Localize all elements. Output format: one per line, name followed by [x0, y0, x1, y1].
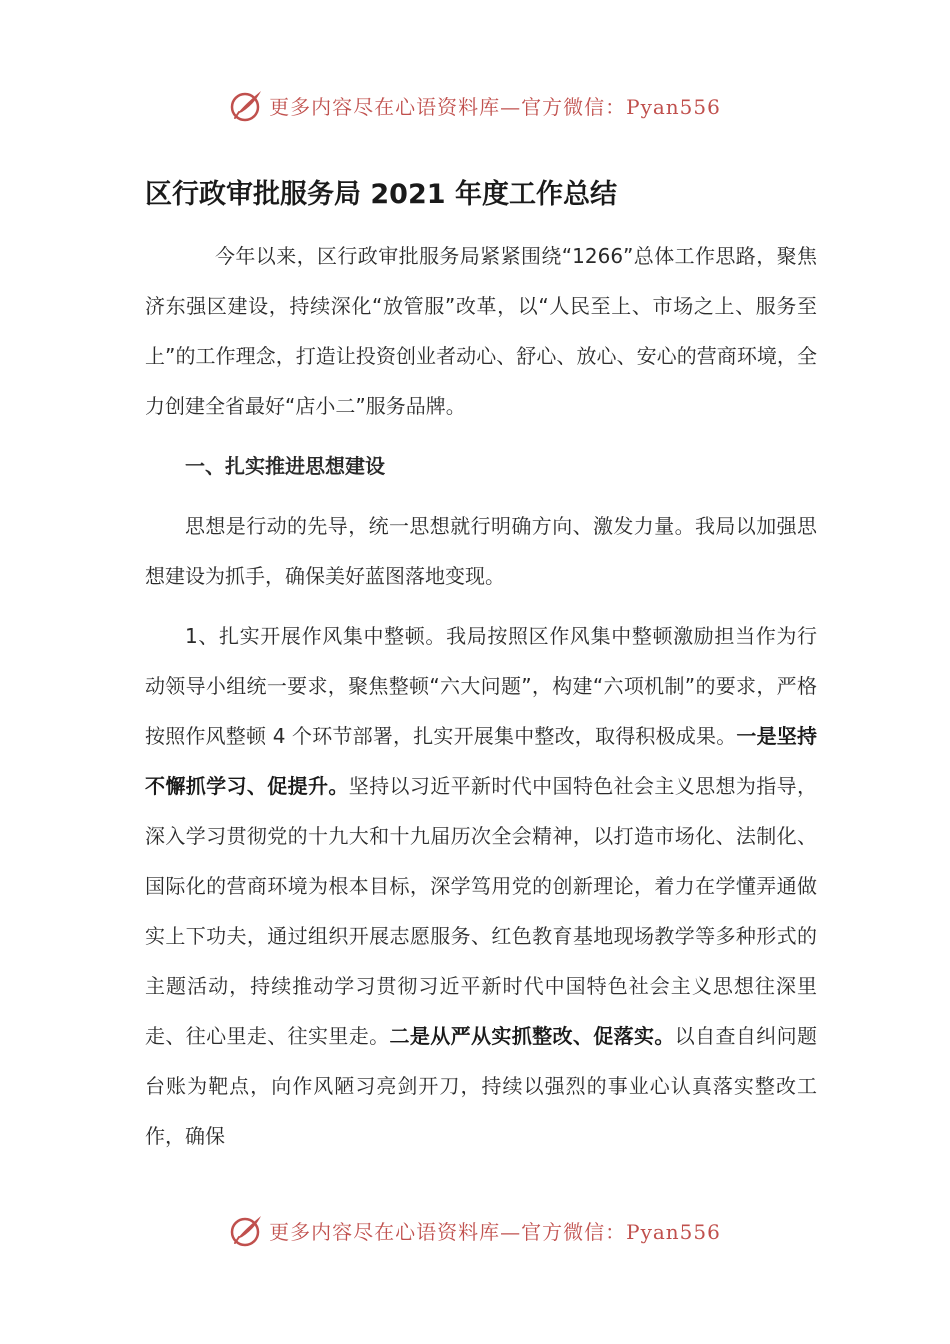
- document-title: 区行政审批服务局 2021 年度工作总结: [145, 179, 617, 210]
- item-paragraph: [145, 611, 817, 1161]
- section-intro-paragraph: 思想是行动的先导，统一思想就行明确方向、激发力量。我局以加强思想建设为抓手，确保美好蓝图落地变现。: [145, 514, 817, 588]
- quill-logo-icon: [229, 87, 265, 123]
- document-body: [145, 231, 817, 1161]
- footer-banner: [0, 1210, 950, 1250]
- point-1-heading: 一是坚持不懈抓学习、促提升。: [145, 724, 817, 798]
- point-2-heading: 二是从严从实抓整改、促落实。: [389, 1024, 675, 1048]
- header-banner: [0, 85, 950, 125]
- quill-logo-icon: [229, 1212, 265, 1248]
- banner-text: 更多内容尽在心语资料库—官方微信：Pyan556: [269, 1219, 721, 1244]
- intro-paragraph: 今年以来，区行政审批服务局紧紧围绕“1266”总体工作思路，聚焦济东强区建设，持续深化“放管服”改革，以“人民至上、市场之上、服务至上”的工作理念，打造让投资创业者动心、舒心、放心、安心的营商环境，全力创建全省最好“店小二”服务品牌。: [145, 244, 817, 418]
- banner-text: 更多内容尽在心语资料库—官方微信：Pyan556: [269, 94, 721, 119]
- item-lead: 1、扎实开展作风集中整顿。我局按照区作风集中整顿激励担当作为行动领导小组统一要求，聚焦整顿“六大问题”，构建“六项机制”的要求，严格按照作风整顿 4 个环节部署，扎实开展集中整改，取得积极成果。: [145, 624, 817, 748]
- section-heading: 一、扎实推进思想建设: [185, 454, 385, 478]
- point-1-text: 坚持以习近平新时代中国特色社会主义思想为指导，深入学习贯彻党的十九大和十九届历次全会精神，以打造市场化、法制化、国际化的营商环境为根本目标，深学笃用党的创新理论，着力在学懂弄通做实上下功夫，通过组织开展志愿服务、红色教育基地现场教学等多种形式的主题活动，持续推动学习贯彻习近平新时代中国特色社会主义思想往深里走、往心里走、往实里走。: [145, 774, 817, 1048]
- point-2-text: 以自查自纠问题台账为靶点，向作风陋习亮剑开刀，持续以强烈的事业心认真落实整改工作，确保: [145, 1024, 817, 1148]
